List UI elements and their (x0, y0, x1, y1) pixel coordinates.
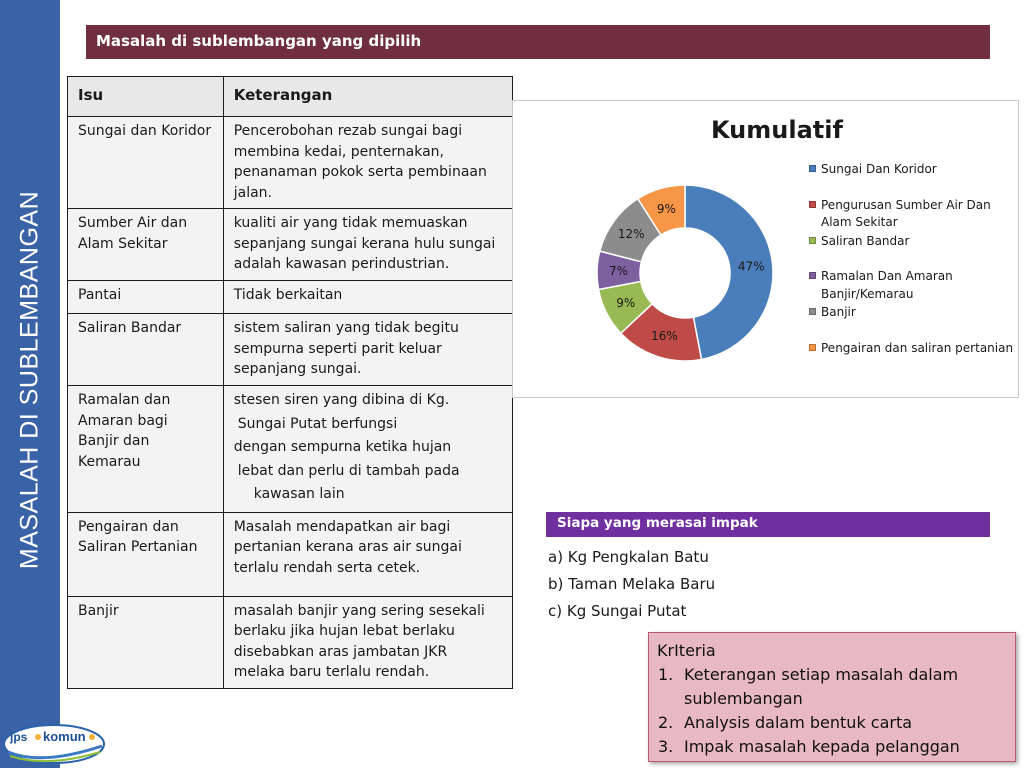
criteria-list (657, 663, 1007, 759)
chart-title: Kumulatif (711, 116, 843, 144)
table-row (68, 386, 513, 513)
slice-label: 16% (651, 329, 678, 344)
legend-item (809, 340, 1014, 358)
description-line: Sungai Putat berfungsi (237, 415, 398, 432)
header-bar: Masalah di sublembangan yang dipilih (86, 25, 990, 59)
table-row (68, 314, 513, 386)
issues-table (67, 76, 513, 689)
legend-item (809, 161, 1014, 179)
description-line: kawasan lain (253, 486, 345, 502)
table-row (68, 281, 513, 314)
issue-cell: Pantai (68, 281, 224, 314)
legend-label: Pengairan dan saliran pertanian (821, 340, 1014, 355)
description-line: stesen siren yang dibina di Kg. (233, 392, 450, 408)
description-cell (223, 386, 512, 513)
issue-cell: Sungai dan Koridor (68, 117, 224, 209)
legend-label: Banjir (821, 305, 856, 319)
impact-item: c) Kg Sungai Putat (548, 602, 687, 620)
issue-cell: Pengairan dan Saliran Pertanian (68, 512, 224, 596)
column-header-keterangan: Keterangan (223, 77, 512, 117)
legend-label: Sungai Dan Koridor (821, 162, 937, 176)
sidebar (0, 0, 60, 768)
legend-item (809, 304, 1014, 322)
description-line: masalah banjir yang sering sesekali berlaku jika hujan lebat berlaku disebabkan aras jambatan JKR melaka baru terlalu rendah. (233, 602, 485, 680)
impact-item: b) Taman Melaka Baru (548, 575, 716, 593)
logo-text-right: komun (43, 729, 86, 744)
chart-panel (512, 100, 1019, 398)
slice-label: 12% (617, 226, 645, 241)
description-line: lebat dan perlu di tambah pada (237, 462, 460, 479)
criteria-text: Impak masalah kepada pelanggan (684, 737, 960, 756)
description-cell (223, 281, 512, 314)
slice-label: 7% (609, 263, 629, 278)
description-cell (223, 117, 512, 209)
criteria-title: KrIteria (657, 641, 716, 660)
impact-item: a) Kg Pengkalan Batu (548, 548, 709, 566)
column-header-isu: Isu (68, 77, 224, 117)
legend-label: Saliran Bandar (821, 233, 910, 248)
jps-logo (2, 722, 106, 766)
description-line: Tidak berkaitan (233, 287, 343, 303)
issue-cell: Ramalan dan Amaran bagi Banjir dan Kemarau (68, 386, 224, 513)
table-row (68, 512, 513, 596)
impact-title-bar: Siapa yang merasai impak (546, 512, 990, 537)
legend-label: Ramalan Dan Amaran Banjir/Kemarau (821, 269, 953, 301)
description-line: kualiti air yang tidak memuaskan sepanjang sungai kerana hulu sungai adalah kawasan perindustrian. (233, 215, 496, 272)
description-line: sistem saliran yang tidak begitu sempurna seperti parit keluar sepanjang sungai. (233, 320, 459, 377)
description-line: Masalah mendapatkan air bagi pertanian kerana aras air sungai terlalu rendah serta cetek. (233, 518, 462, 576)
issue-cell: Saliran Bandar (68, 314, 224, 386)
legend-label: Pengurusan Sumber Air Dan Alam Sekitar (821, 197, 991, 229)
criteria-item (657, 663, 1007, 711)
description-cell (223, 209, 512, 281)
table-row (68, 209, 513, 281)
criteria-item (657, 711, 1007, 735)
issue-cell: Banjir (68, 596, 224, 688)
table-row (68, 117, 513, 209)
logo-text-left: jps (10, 730, 28, 744)
impact-list (548, 544, 715, 625)
legend-item (809, 268, 1014, 303)
slice-label: 47% (737, 259, 765, 274)
description-cell (223, 512, 512, 596)
description-line: Pencerobohan rezab sungai bagi membina kedai, penternakan, penanaman pokok serta pembinaan jalan. (233, 123, 487, 201)
slice-label: 9% (616, 296, 636, 311)
legend-swatch (809, 344, 816, 351)
criteria-text: Analysis dalam bentuk carta (684, 713, 913, 732)
criteria-item (657, 735, 1007, 759)
legend-swatch (809, 165, 816, 172)
criteria-number: 3. (658, 737, 674, 756)
criteria-box (648, 632, 1016, 762)
sidebar-title: MASALAH DI SUBLEMBANGAN (15, 190, 44, 570)
criteria-text: Keterangan setiap masalah dalam sublembangan (684, 665, 959, 708)
legend-swatch (809, 272, 816, 279)
table-row (68, 596, 513, 688)
slice-label: 9% (656, 202, 676, 217)
legend-swatch (809, 201, 816, 208)
criteria-number: 2. (658, 713, 674, 732)
description-cell (223, 314, 512, 386)
legend-item (809, 197, 1014, 232)
criteria-number: 1. (658, 665, 674, 684)
description-cell (223, 596, 512, 688)
description-line: dengan sempurna ketika hujan (233, 439, 452, 455)
legend-item (809, 233, 1014, 251)
legend-swatch (809, 237, 816, 244)
legend-swatch (809, 308, 816, 315)
table-header-row (68, 77, 513, 117)
issue-cell: Sumber Air dan Alam Sekitar (68, 209, 224, 281)
chart-legend (809, 161, 1014, 358)
